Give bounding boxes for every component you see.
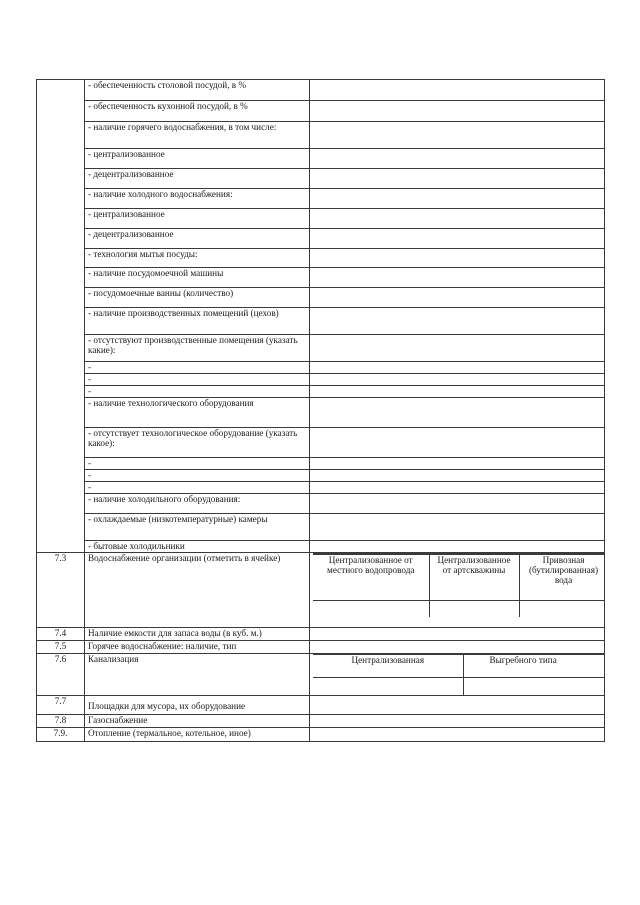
sewer-options-table bbox=[313, 654, 605, 695]
row-value-cell[interactable] bbox=[310, 308, 605, 335]
row-label: - наличие технологического оборудования bbox=[85, 398, 310, 428]
section-number-cell bbox=[37, 80, 85, 553]
mark-cell-centralized[interactable] bbox=[313, 678, 463, 696]
row-label: Наличие емкости для запаса воды (в куб. м.) bbox=[85, 628, 310, 641]
row-value-cell[interactable] bbox=[310, 374, 605, 386]
form-row bbox=[37, 482, 605, 494]
water-options-cell bbox=[310, 553, 605, 628]
row-value-cell[interactable] bbox=[310, 696, 605, 715]
row-label: Водоснабжение организации (отметить в ячейке) bbox=[85, 553, 310, 628]
row-value-cell[interactable] bbox=[310, 470, 605, 482]
row-label: - отсутствует технологическое оборудование (указать какое): bbox=[85, 428, 310, 458]
row-value-cell[interactable] bbox=[310, 149, 605, 169]
row-value-cell[interactable] bbox=[310, 80, 605, 101]
row-label: - bbox=[85, 362, 310, 374]
row-value-cell[interactable] bbox=[310, 122, 605, 149]
form-row bbox=[37, 288, 605, 308]
form-row bbox=[37, 494, 605, 514]
row-number: 7.4 bbox=[37, 628, 85, 641]
form-row bbox=[37, 715, 605, 728]
form-row bbox=[37, 470, 605, 482]
row-label: - bbox=[85, 470, 310, 482]
row-label: - централизованное bbox=[85, 149, 310, 169]
row-label: - охлаждаемые (низкотемпературные) камеры bbox=[85, 514, 310, 541]
form-row bbox=[37, 362, 605, 374]
row-label: Канализация bbox=[85, 654, 310, 696]
row-value-cell[interactable] bbox=[310, 715, 605, 728]
option-centralized: Централизованная bbox=[313, 655, 463, 678]
row-label: - централизованное bbox=[85, 209, 310, 229]
row-label: - наличие холодильного оборудования: bbox=[85, 494, 310, 514]
row-value-cell[interactable] bbox=[310, 335, 605, 362]
row-label: - децентрализованное bbox=[85, 169, 310, 189]
row-value-cell[interactable] bbox=[310, 189, 605, 209]
row-label: - bbox=[85, 482, 310, 494]
row-label: - наличие горячего водоснабжения, в том числе: bbox=[85, 122, 310, 149]
form-row bbox=[37, 268, 605, 288]
inspection-form-table bbox=[36, 79, 605, 742]
row-label: - обеспеченность кухонной посудой, в % bbox=[85, 101, 310, 122]
form-row bbox=[37, 122, 605, 149]
option-bottled-water: Привозная (бутилированная) вода bbox=[519, 555, 605, 601]
row-value-cell[interactable] bbox=[310, 169, 605, 189]
form-row bbox=[37, 728, 605, 742]
row-value-cell[interactable] bbox=[310, 398, 605, 428]
row-number: 7.8 bbox=[37, 715, 85, 728]
row-value-cell[interactable] bbox=[310, 494, 605, 514]
sewer-options-cell bbox=[310, 654, 605, 696]
row-label: Отопление (термальное, котельное, иное) bbox=[85, 728, 310, 742]
row-value-cell[interactable] bbox=[310, 514, 605, 541]
row-value-cell[interactable] bbox=[310, 482, 605, 494]
form-row bbox=[37, 229, 605, 249]
form-row bbox=[37, 335, 605, 362]
form-row bbox=[37, 458, 605, 470]
form-row bbox=[37, 189, 605, 209]
row-value-cell[interactable] bbox=[310, 386, 605, 398]
row-label: - обеспеченность столовой посудой, в % bbox=[85, 80, 310, 101]
row-value-cell[interactable] bbox=[310, 209, 605, 229]
row-label: - наличие посудомоечной машины bbox=[85, 268, 310, 288]
sewer-row bbox=[37, 654, 605, 696]
option-cesspool: Выгребного типа bbox=[463, 655, 605, 678]
row-value-cell[interactable] bbox=[310, 288, 605, 308]
form-row bbox=[37, 169, 605, 189]
form-row bbox=[37, 308, 605, 335]
row-label: - наличие холодного водоснабжения: bbox=[85, 189, 310, 209]
form-row bbox=[37, 514, 605, 541]
row-number: 7.6 bbox=[37, 654, 85, 696]
option-artesian-well: Централизованное от артскважины bbox=[429, 555, 519, 601]
row-value-cell[interactable] bbox=[310, 249, 605, 268]
row-label: Газоснабжение bbox=[85, 715, 310, 728]
row-label: - bbox=[85, 458, 310, 470]
options-label-row bbox=[313, 655, 605, 678]
options-mark-row bbox=[313, 678, 605, 696]
form-row bbox=[37, 398, 605, 428]
row-value-cell[interactable] bbox=[310, 541, 605, 553]
row-value-cell[interactable] bbox=[310, 628, 605, 641]
row-value-cell[interactable] bbox=[310, 641, 605, 654]
option-central-water: Централизованное от местного водопровода bbox=[313, 555, 429, 601]
form-row bbox=[37, 386, 605, 398]
form-row bbox=[37, 101, 605, 122]
row-label: - технология мытья посуды: bbox=[85, 249, 310, 268]
form-row bbox=[37, 209, 605, 229]
water-supply-row bbox=[37, 553, 605, 628]
row-number: 7.5 bbox=[37, 641, 85, 654]
form-row bbox=[37, 149, 605, 169]
row-number: 7.3 bbox=[37, 553, 85, 628]
row-label: - наличие производственных помещений (цехов) bbox=[85, 308, 310, 335]
mark-cell-cesspool[interactable] bbox=[463, 678, 605, 696]
mark-cell-bottled-water[interactable] bbox=[519, 601, 605, 618]
row-label: Площадки для мусора, их оборудование bbox=[85, 696, 310, 715]
mark-cell-central-water[interactable] bbox=[313, 601, 429, 618]
form-row bbox=[37, 628, 605, 641]
row-value-cell[interactable] bbox=[310, 229, 605, 249]
form-row bbox=[37, 641, 605, 654]
row-number: 7.7 bbox=[37, 696, 85, 715]
mark-cell-artesian-well[interactable] bbox=[429, 601, 519, 618]
water-options-table bbox=[313, 553, 605, 617]
form-row bbox=[37, 696, 605, 715]
row-value-cell[interactable] bbox=[310, 458, 605, 470]
form-row bbox=[37, 249, 605, 268]
form-row bbox=[37, 541, 605, 553]
row-label: - отсутствуют производственные помещения (указать какие): bbox=[85, 335, 310, 362]
form-row bbox=[37, 374, 605, 386]
row-label: Горячее водоснабжение: наличие, тип bbox=[85, 641, 310, 654]
row-value-cell[interactable] bbox=[310, 362, 605, 374]
row-value-cell[interactable] bbox=[310, 428, 605, 458]
row-label: - bbox=[85, 386, 310, 398]
row-label: - посудомоечные ванны (количество) bbox=[85, 288, 310, 308]
form-row bbox=[37, 80, 605, 101]
options-mark-row bbox=[313, 601, 605, 618]
row-value-cell[interactable] bbox=[310, 728, 605, 742]
row-label: - бытовые холодильники bbox=[85, 541, 310, 553]
options-label-row bbox=[313, 555, 605, 601]
row-number: 7.9. bbox=[37, 728, 85, 742]
row-value-cell[interactable] bbox=[310, 101, 605, 122]
row-value-cell[interactable] bbox=[310, 268, 605, 288]
row-label: - bbox=[85, 374, 310, 386]
row-label: - децентрализованное bbox=[85, 229, 310, 249]
form-row bbox=[37, 428, 605, 458]
